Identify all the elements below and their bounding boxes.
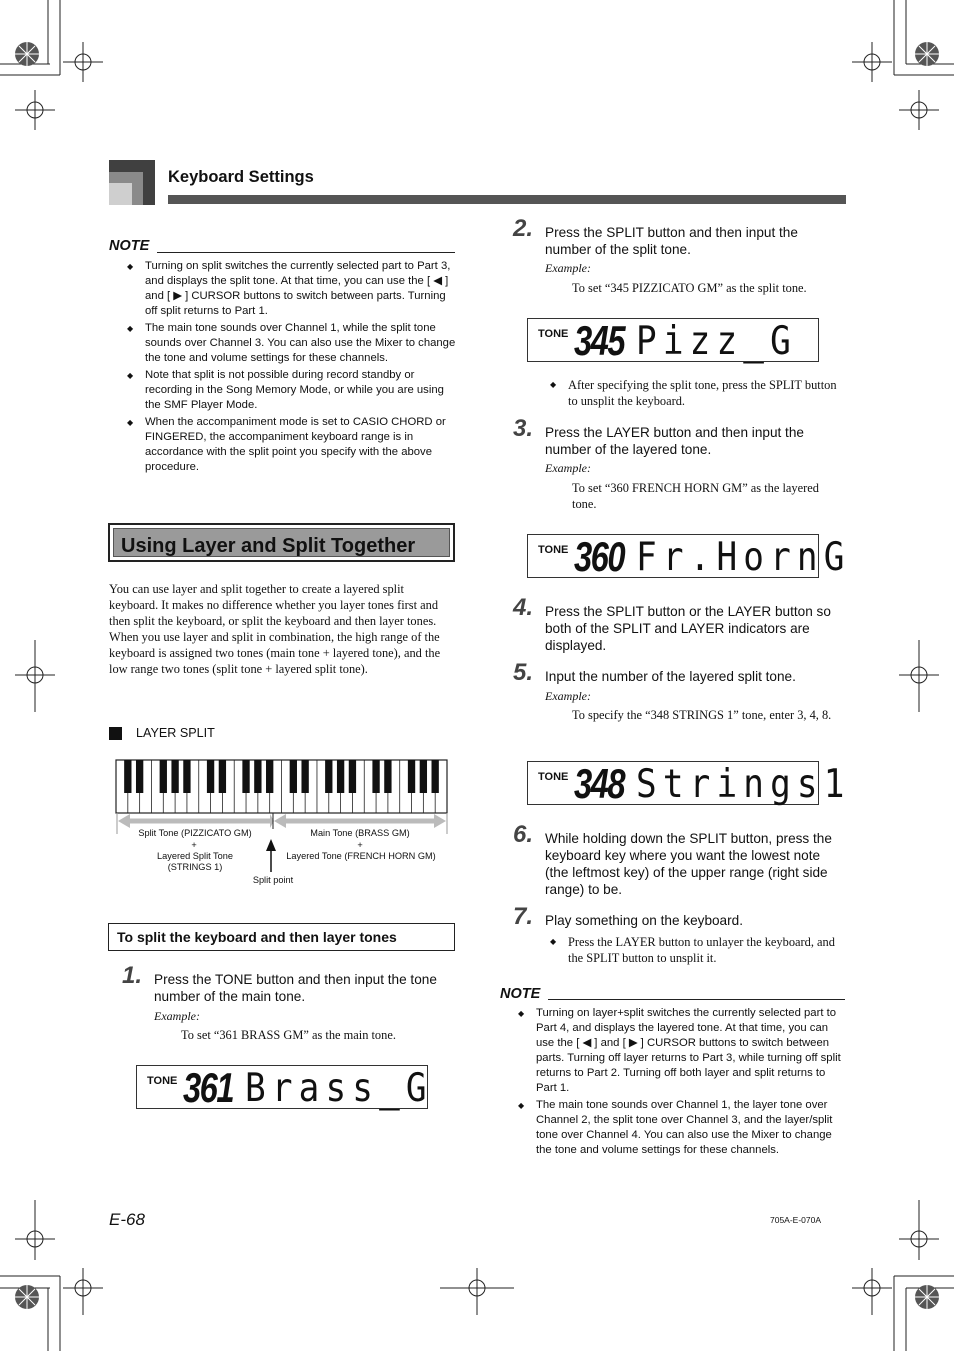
document-code: 705A-E-070A [770, 1215, 822, 1225]
split-point-label: Split point [252, 875, 294, 885]
step-number: 3. [513, 415, 534, 442]
black-key [349, 760, 356, 793]
black-key [171, 760, 178, 793]
section-heading-fill [113, 528, 450, 557]
black-key [136, 760, 143, 793]
step-number: 7. [513, 903, 534, 930]
black-key [290, 760, 297, 793]
note-item: ◆ When the accompaniment mode is set to CASIO CHORD or FINGERED, the accompaniment keyboard range is in accordance with the split point you specify with the above procedure. [127, 416, 446, 473]
procedure-heading-box [108, 923, 455, 951]
black-key [432, 760, 439, 793]
note-list-right [517, 1006, 847, 1160]
lcd-tone-number: 360 [574, 533, 624, 580]
layered-split-tone-sub: (STRINGS 1) [167, 862, 223, 872]
step-text: Press the SPLIT button or the LAYER button so both of the SPLIT and LAYER indicators are displayed. [545, 604, 831, 653]
example-text: To set “360 FRENCH HORN GM” as the layered tone. [572, 481, 819, 511]
plus-left: + [191, 840, 197, 850]
lcd-tone-label: TONE [147, 1075, 178, 1087]
step-number: 2. [513, 215, 534, 242]
lcd-tone-number: 348 [574, 760, 624, 807]
step-number: 6. [513, 821, 534, 848]
layered-tone-label: Layered Tone (FRENCH HORN GM) [286, 851, 436, 861]
note-label-right: NOTE [500, 986, 541, 1002]
header-rule [168, 195, 846, 204]
black-key [408, 760, 415, 793]
header-graphic-light [109, 183, 132, 205]
black-key [301, 760, 308, 793]
example-text: To set “361 BRASS GM” as the main tone. [181, 1028, 396, 1042]
step-text: Play something on the keyboard. [545, 913, 743, 928]
main-tone-label: Main Tone (BRASS GM) [310, 828, 410, 838]
step-text: Input the number of the layered split tone. [545, 669, 796, 684]
example-label: Example: [545, 461, 591, 475]
lcd-tone-name: Brass_G [245, 1066, 433, 1111]
step-text: Press the SPLIT button and then input the number of the split tone. [545, 225, 798, 257]
example-label: Example: [154, 1009, 200, 1023]
header-title: Keyboard Settings [168, 168, 314, 186]
black-key [266, 760, 273, 793]
bullet-note: ◆ After specifying the split tone, press the SPLIT button to unsplit the keyboard. [550, 378, 837, 408]
split-tone-label: Split Tone (PIZZICATO GM) [138, 828, 252, 838]
note-rule-left [157, 252, 455, 253]
example-text: To set “345 PIZZICATO GM” as the split tone. [572, 281, 807, 295]
black-key [337, 760, 344, 793]
lcd-tone-name: Fr.HornG [636, 535, 851, 580]
lcd-display [136, 1064, 433, 1111]
lcd-tone-label: TONE [538, 544, 569, 556]
procedure-title: To split the keyboard and then layer tones [117, 929, 397, 945]
note-rule-right [548, 999, 845, 1000]
example-label: Example: [545, 689, 591, 703]
step-number: 5. [513, 659, 534, 686]
intro-paragraph: You can use layer and split together to create a layered split keyboard. It makes no difference whether you layer tones first and then split the keyboard, or split the keyboard and then layer tones. When you use layer and split in combination, the high range of the keyboard is assigned two tones (main tone + layered tone), and the low range two tones (split tone + layered split tone). [109, 582, 441, 676]
section-title: Using Layer and Split Together [121, 535, 416, 557]
step-number: 4. [513, 594, 534, 621]
black-key [207, 760, 214, 793]
plus-right: + [357, 840, 363, 850]
lcd-tone-label: TONE [538, 771, 569, 783]
layered-split-tone-label: Layered Split Tone [157, 851, 233, 861]
note-label-left: NOTE [109, 238, 150, 254]
step-text: Press the TONE button and then input the tone number of the main tone. [154, 972, 437, 1004]
lcd-display [527, 318, 819, 362]
black-key [372, 760, 379, 793]
black-key [420, 760, 427, 793]
black-key [124, 760, 131, 793]
section-heading-box [108, 523, 455, 562]
lcd-tone-name: Pizz_G [636, 319, 797, 364]
lcd-tone-number: 345 [574, 317, 624, 364]
black-key [183, 760, 190, 793]
step-text: While holding down the SPLIT button, press the keyboard key where you want the lowest note (the leftmost key) of the upper range (right side range) to be. [545, 831, 832, 897]
lcd-tone-name: Strings1 [636, 762, 851, 807]
black-key [325, 760, 332, 793]
black-key [384, 760, 391, 793]
black-key [219, 760, 226, 793]
example-text: To specify the “348 STRINGS 1” tone, enter 3, 4, 8. [572, 708, 832, 722]
note-item: ◆ The main tone sounds over Channel 1, the layer tone over Channel 2, the split tone over Channel 3, and the layer/split tone over Channel 4. You can also use the Mixer to change the tone and volume settings for these channels. [518, 1099, 833, 1156]
black-key [160, 760, 167, 793]
example-label: Example: [545, 261, 591, 275]
lcd-tone-label: TONE [538, 328, 569, 340]
step-text: Press the LAYER button and then input the number of the layered tone. [545, 425, 804, 457]
note-item: ◆ Turning on split switches the currently selected part to Part 3, and displays the split tone. At that time, you can use the [ ◀ ] and [ ▶ ] CURSOR buttons to switch between parts. Turning off split returns to Part 1. [127, 260, 451, 317]
lcd-display [527, 533, 851, 580]
lcd-tone-number: 361 [183, 1064, 233, 1111]
lcd-display [527, 760, 851, 807]
step-number: 1. [122, 962, 143, 989]
bullet-note: ◆ Press the LAYER button to unlayer the keyboard, and the SPLIT button to unsplit it. [550, 935, 835, 965]
layer-split-label: LAYER SPLIT [136, 726, 215, 740]
page-number: E-68 [109, 1210, 145, 1229]
square-bullet-icon [109, 727, 122, 740]
black-key [254, 760, 261, 793]
note-list-left [126, 259, 456, 477]
black-key [242, 760, 249, 793]
note-item: ◆ Note that split is not possible during record standby or recording in the Song Memory Mode, or while you are using the SMF Player Mode. [127, 369, 444, 411]
note-item: ◆ Turning on layer+split switches the currently selected part to Part 4, and displays the layered tone. At that time, you can use the [ ◀ ] and [ ▶ ] CURSOR buttons to switch between parts. Turning off layer returns to Part 3, while turning off split returns to Part 2. Turning off both layer and split returns to Part 1. [518, 1007, 841, 1094]
note-item: ◆ The main tone sounds over Channel 1, while the split tone sounds over Channel 3. You can also use the Mixer to change the tone and volume settings for these channels. [127, 322, 456, 364]
